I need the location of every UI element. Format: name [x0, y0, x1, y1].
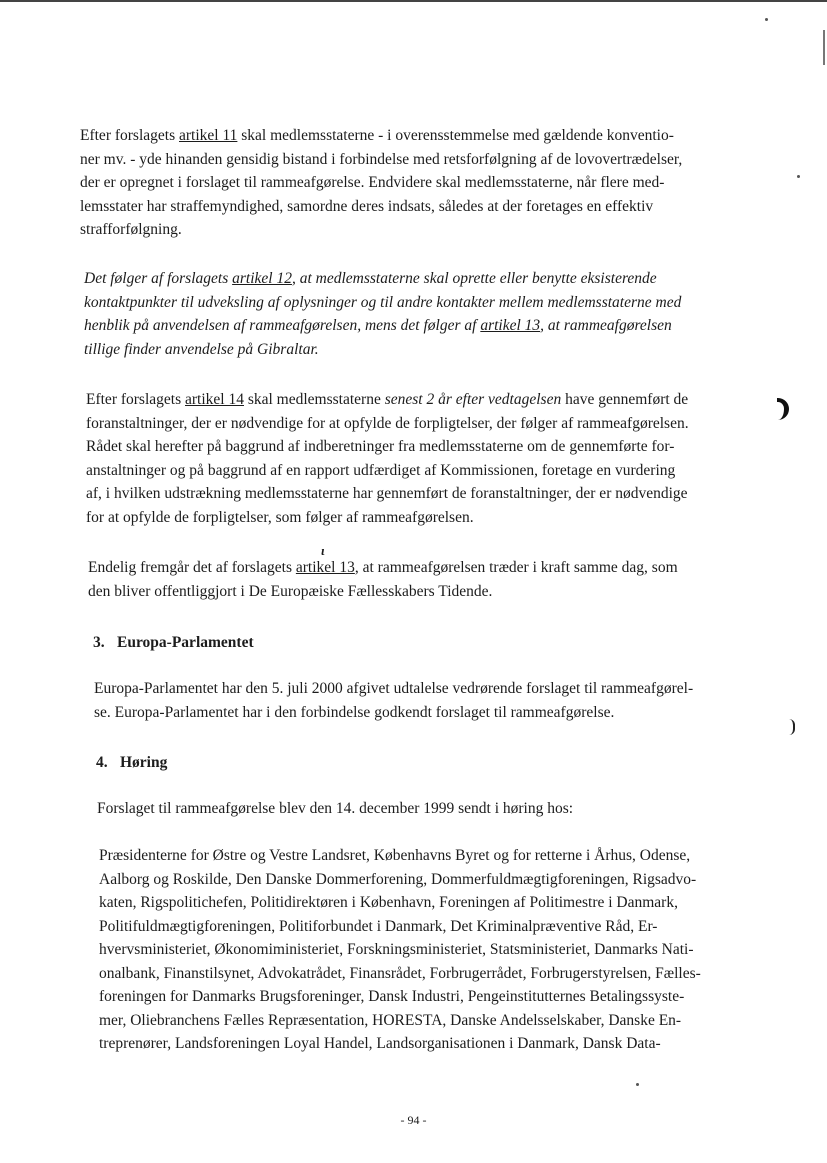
text-line: Forslaget til rammeafgørelse blev den 14. december 1999 sendt i høring hos: [97, 800, 574, 817]
scan-speck [765, 18, 768, 21]
text-line: ner mv. - yde hinanden gensidig bistand i forbindelse med retsforfølgning af de lovovertrædelser, [80, 150, 683, 168]
text-line: der er opregnet i forslaget til rammeafgørelse. Endvidere skal medlemsstaterne, når flere med- [80, 174, 665, 191]
scan-speck [797, 175, 800, 178]
text-line: anstaltninger og på baggrund af en rapport udfærdiget af Kommissionen, foretage en vurdering [86, 461, 676, 479]
text-line: den bliver offentliggjort i De Europæiske Fællesskabers Tidende. [88, 582, 493, 600]
section-number: 3. [93, 634, 105, 651]
text-line: Europa-Parlamentet har den 5. juli 2000 afgivet udtalelse vedrørende forslaget til rammeafgørel- [94, 680, 694, 697]
scan-edge-mark [823, 30, 825, 65]
text-line: Det følger af forslagets artikel 12, at medlemsstaterne skal oprette eller benytte eksisterende [84, 270, 657, 287]
article-reference: artikel 12 [232, 270, 292, 287]
text-line: Endelig fremgår det af forslagets artikel 13, at rammeafgørelsen træder i kraft samme dag, som [88, 559, 678, 576]
text-line: mer, Oliebranchens Fælles Repræsentation, HORESTA, Danske Andelsselskaber, Danske En- [99, 1011, 682, 1029]
text-line: se. Europa-Parlamentet har i den forbindelse godkendt forslaget til rammeafgørelse. [94, 703, 615, 721]
text-line: henblik på anvendelsen af rammeafgørelsen, mens det følger af artikel 13, at rammeafgørelsen [84, 317, 672, 334]
article-reference: artikel 11 [179, 127, 238, 144]
section-heading-4 [96, 754, 167, 772]
text-line: Rådet skal herefter på baggrund af indberetninger fra medlemsstaterne om de gennemførte for- [86, 438, 675, 455]
paragraph-parliament [94, 677, 693, 724]
text-line: foranstaltninger, der er nødvendige for at opfylde de forpligtelser, der følger af rammeafgørelsen. [86, 414, 689, 432]
paragraph-entry-into-force [88, 556, 678, 603]
section-title: Europa-Parlamentet [117, 634, 254, 651]
paragraph-article-12 [84, 267, 681, 361]
text-line: tillige finder anvendelse på Gibraltar. [84, 340, 319, 358]
text-line: katen, Rigspolitichefen, Politidirektøren i København, Foreningen af Politimestre i Danmark, [99, 894, 678, 911]
paragraph-consultation-intro [97, 797, 573, 821]
text-line: onalbank, Finanstilsynet, Advokatrådet, Finansrådet, Forbrugerrådet, Forbrugerstyrelsen, Fælles- [99, 964, 701, 982]
section-heading-3 [93, 634, 254, 652]
text-line: kontaktpunkter til udveksling af oplysninger og til andre kontakter mellem medlemsstaterne med [84, 293, 682, 311]
text-line: lemsstater har straffemyndighed, samordne deres indsats, således at der foretages en effektiv [80, 197, 654, 215]
section-title: Høring [120, 754, 168, 771]
text-line: hvervsministeriet, Økonomiministeriet, Forskningsministeriet, Statsministeriet, Danmarks Nati- [99, 941, 694, 958]
scan-ink-mark: ɩ [321, 543, 325, 558]
paragraph-article-14 [86, 388, 689, 529]
article-reference: artikel 13 [295, 559, 355, 576]
article-reference: artikel 14 [185, 391, 244, 408]
text-line: for at opfylde de forpligtelser, som følger af rammeafgørelsen. [86, 508, 474, 526]
paragraph-consultation-list [99, 844, 701, 1056]
text-line: Politifuldmægtigforeningen, Politiforbundet i Danmark, Det Kriminalpræventive Råd, Er- [99, 917, 658, 935]
text-line: treprenører, Landsforeningen Loyal Handel, Landsorganisationen i Danmark, Dansk Data- [99, 1035, 661, 1052]
paragraph-article-11 [80, 124, 682, 242]
text-line: Præsidenterne for Østre og Vestre Landsret, Københavns Byret og for retterne i Århus, Odense, [99, 847, 691, 864]
text-line: Aalborg og Roskilde, Den Danske Dommerforening, Dommerfuldmægtigforeningen, Rigsadvo- [99, 870, 697, 888]
text-line: strafforfølgning. [80, 221, 182, 238]
binder-hole-mark [777, 398, 789, 420]
text-line: foreningen for Danmarks Brugsforeninger, Dansk Industri, Pengeinstitutternes Betalingssyste- [99, 988, 685, 1005]
binder-hole-mark [789, 719, 795, 735]
text-line: af, i hvilken udstrækning medlemsstaterne har gennemført de foranstaltninger, der er nødvendige [86, 485, 688, 502]
page-number: - 94 - [400, 1113, 427, 1127]
text-line: Efter forslagets artikel 11 skal medlemsstaterne - i overensstemmelse med gældende konventio- [80, 127, 674, 144]
deadline-emphasis: senest 2 år efter vedtagelsen [384, 391, 562, 408]
scan-top-border [0, 0, 827, 2]
scan-speck [636, 1083, 639, 1086]
article-reference: artikel 13 [480, 317, 541, 334]
text-line: Efter forslagets artikel 14 skal medlemsstaterne senest 2 år efter vedtagelsen have gennemført de [86, 391, 689, 408]
section-number: 4. [96, 754, 108, 771]
